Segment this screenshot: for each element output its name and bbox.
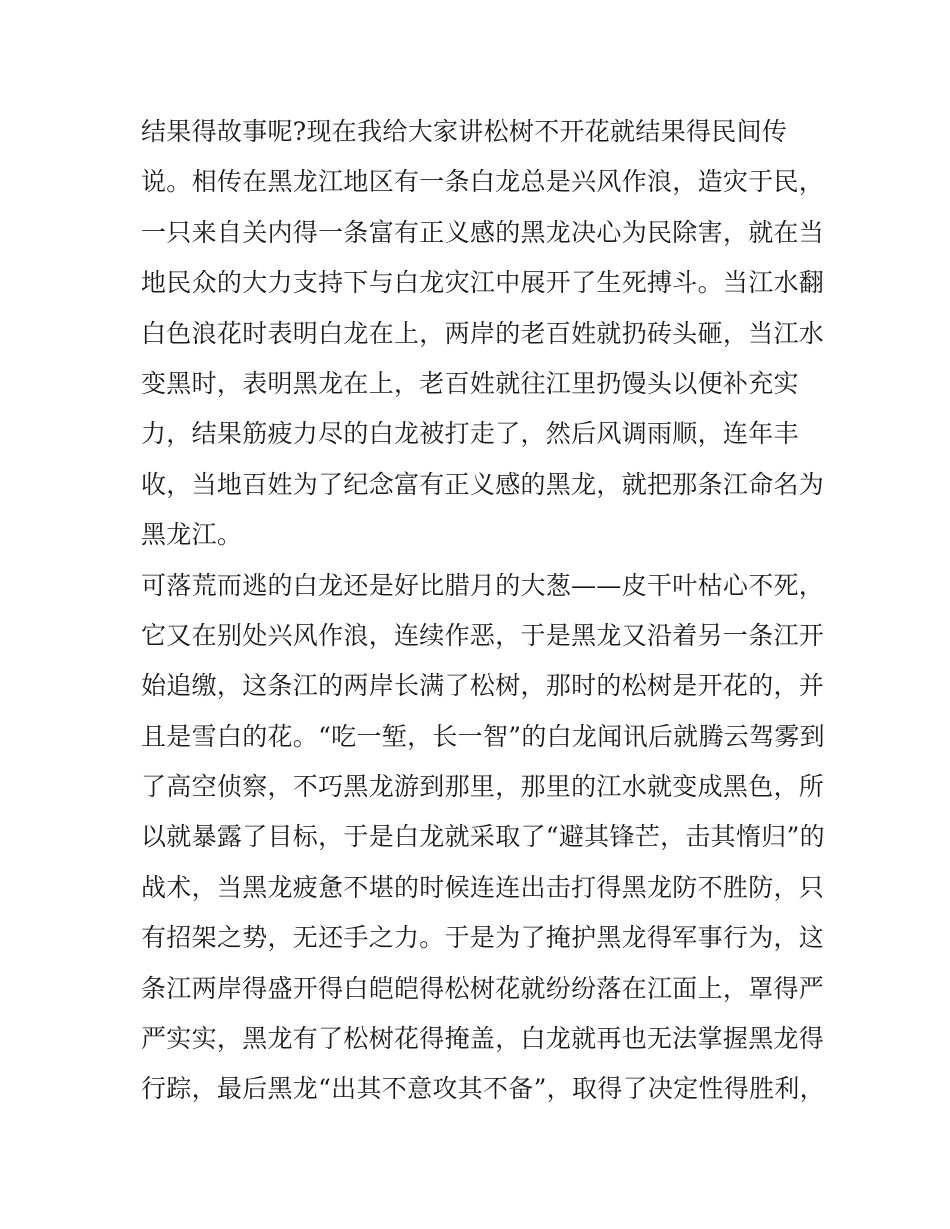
text-line: 力，结果筋疲力尽的白龙被打走了，然后风调雨顺，连年丰 bbox=[141, 419, 799, 449]
text-line: 收，当地百姓为了纪念富有正义感的黑龙，就把那条江命名为 bbox=[141, 469, 825, 499]
text-line: 它又在别处兴风作浪，连续作恶，于是黑龙又沿着另一条江开 bbox=[141, 620, 825, 650]
text-line: 严实实，黑龙有了松树花得掩盖，白龙就再也无法掌握黑龙得 bbox=[141, 1024, 825, 1054]
text-line: 可落荒而逃的白龙还是好比腊月的大葱——皮干叶枯心不死， bbox=[141, 570, 825, 600]
text-line: 黑龙江。 bbox=[141, 520, 243, 550]
text-line: 白色浪花时表明白龙在上，两岸的老百姓就扔砖头砸，当江水 bbox=[141, 318, 825, 348]
text-line: 说。相传在黑龙江地区有一条白龙总是兴风作浪，造灾于民， bbox=[141, 167, 825, 197]
text-line: 地民众的大力支持下与白龙灾江中展开了生死搏斗。当江水翻 bbox=[141, 268, 825, 298]
text-line: 且是雪白的花。“吃一堑，长一智”的白龙闻讯后就腾云驾雾到 bbox=[141, 721, 825, 751]
text-line: 行踪，最后黑龙“出其不意攻其不备”，取得了决定性得胜利， bbox=[141, 1074, 825, 1104]
text-line: 以就暴露了目标，于是白龙就采取了“避其锋芒，击其惰归”的 bbox=[141, 822, 825, 852]
text-line: 战术，当黑龙疲惫不堪的时候连连出击打得黑龙防不胜防，只 bbox=[141, 872, 825, 902]
text-line: 条江两岸得盛开得白皑皑得松树花就纷纷落在江面上，罩得严 bbox=[141, 973, 825, 1003]
text-line: 一只来自关内得一条富有正义感的黑龙决心为民除害，就在当 bbox=[141, 217, 825, 247]
text-line: 结果得故事呢?现在我给大家讲松树不开花就结果得民间传 bbox=[141, 117, 788, 146]
text-line: 了高空侦察，不巧黑龙游到那里，那里的江水就变成黑色，所 bbox=[141, 772, 825, 802]
text-line: 变黑时，表明黑龙在上，老百姓就往江里扔馒头以便补充实 bbox=[141, 368, 799, 398]
body-text bbox=[141, 112, 825, 1120]
text-line: 始追缴，这条江的两岸长满了松树，那时的松树是开花的，并 bbox=[141, 671, 825, 701]
text-line: 有招架之势，无还手之力。于是为了掩护黑龙得军事行为，这 bbox=[141, 923, 825, 953]
